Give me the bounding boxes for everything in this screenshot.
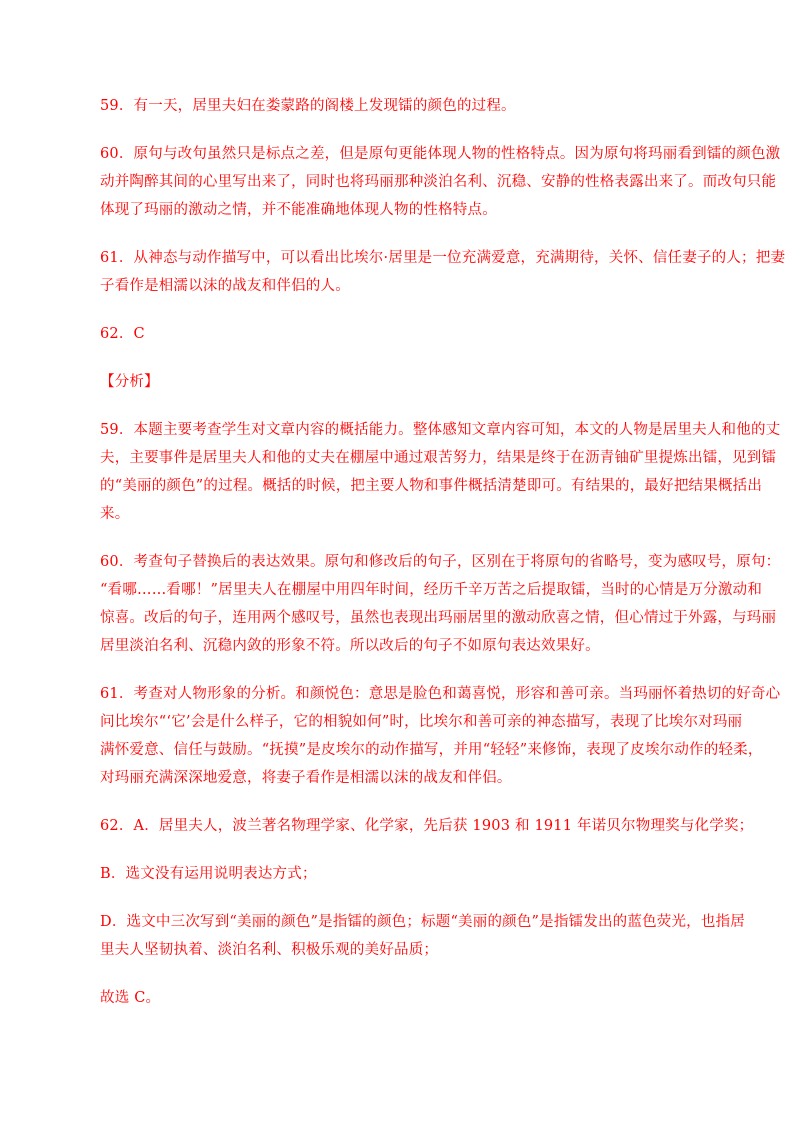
answer-61-line-2: 子看作是相濡以沫的战友和伴侣的人。 — [100, 278, 350, 294]
answer-document — [100, 92, 786, 1032]
answer-61 — [100, 244, 786, 300]
analysis-60-line-1: 60．考查句子替换后的表达效果。原句和修改后的句子，区别在于将原句的省略号，变为感叹号，原句： — [100, 554, 781, 570]
analysis-conclusion-line: 故选 C。 — [100, 990, 161, 1006]
answer-59-line: 59．有一天，居里夫妇在娄蒙路的阁楼上发现镭的颜色的过程。 — [100, 98, 516, 114]
analysis-59-line-1: 59．本题主要考查学生对文章内容的概括能力。整体感知文章内容可知，本文的人物是居里夫人和他的丈 — [100, 422, 781, 438]
analysis-59-line-4: 来。 — [100, 506, 130, 522]
answer-61-line-1: 61．从神态与动作描写中，可以看出比埃尔·居里是一位充满爱意，充满期待，关怀、信任妻子的人；把妻 — [100, 250, 786, 266]
analysis-61-line-2: 问比埃尔“‘它’会是什么样子，它的相貌如何”时，比埃尔和善可亲的神态描写，表现了比埃尔对玛丽 — [100, 714, 743, 730]
answer-60-line-3: 体现了玛丽的激动之情，并不能准确地体现人物的性格特点。 — [100, 202, 497, 218]
analysis-59-line-3: 的“美丽的颜色”的过程。概括的时候，把主要人物和事件概括清楚即可。有结果的，最好把结果概括出 — [100, 478, 763, 494]
analysis-62-option-b — [100, 860, 700, 888]
analysis-61-line-4: 对玛丽充满深深地爱意，将妻子看作是相濡以沫的战友和伴侣。 — [100, 770, 512, 786]
answer-60-line-2: 动并陶醉其间的心里写出来了，同时也将玛丽那种淡泊名利、沉稳、安静的性格表露出来了。而改句只能 — [100, 174, 777, 190]
analysis-heading-text: 【分析】 — [100, 374, 159, 390]
answer-60 — [100, 140, 781, 224]
analysis-conclusion — [100, 984, 700, 1012]
analysis-62-option-d — [100, 908, 745, 964]
analysis-59 — [100, 416, 781, 528]
analysis-60-line-3: 惊喜。改后的句子，连用两个感叹号，虽然也表现出玛丽居里的激动欣喜之情，但心情过于外露，与玛丽 — [100, 610, 777, 626]
analysis-62-option-a — [100, 812, 754, 840]
analysis-60-line-2: “看哪……看哪！”居里夫人在棚屋中用四年时间，经历千辛万苦之后提取镭，当时的心情是万分激动和 — [100, 582, 763, 598]
analysis-heading — [100, 368, 700, 396]
analysis-60 — [100, 548, 781, 660]
analysis-61-line-1: 61．考查对人物形象的分析。和颜悦色：意思是脸色和蔼喜悦，形容和善可亲。当玛丽怀着热切的好奇心 — [100, 686, 781, 702]
analysis-60-line-4: 居里淡泊名利、沉稳内敛的形象不符。所以改后的句子不如原句表达效果好。 — [100, 638, 600, 654]
analysis-59-line-2: 夫，主要事件是居里夫人和他的丈夫在棚屋中通过艰苦努力，结果是终于在沥青铀矿里提炼出镭，见到镭 — [100, 450, 777, 466]
analysis-62-option-a-line: 62．A．居里夫人，波兰著名物理学家、化学家，先后获 1903 和 1911 年诺贝尔物理奖与化学奖； — [100, 818, 754, 834]
answer-60-line-1: 60．原句与改句虽然只是标点之差，但是原句更能体现人物的性格特点。因为原句将玛丽看到镭的颜色激 — [100, 146, 781, 162]
analysis-61-line-3: 满怀爱意、信任与鼓励。“抚摸”是皮埃尔的动作描写，并用“轻轻”来修饰，表现了皮埃尔动作的轻柔， — [100, 742, 763, 758]
analysis-61 — [100, 680, 781, 792]
analysis-62-option-b-line: B．选文没有运用说明表达方式； — [100, 866, 317, 882]
answer-59 — [100, 92, 700, 120]
answer-62-line: 62．C — [100, 326, 145, 342]
analysis-62-option-d-line-1: D．选文中三次写到“美丽的颜色”是指镭的颜色；标题“美丽的颜色”是指镭发出的蓝色荧光，也指居 — [100, 914, 745, 930]
answer-62 — [100, 320, 700, 348]
analysis-62-option-d-line-2: 里夫人坚韧执着、淡泊名利、积极乐观的美好品质； — [100, 942, 439, 958]
